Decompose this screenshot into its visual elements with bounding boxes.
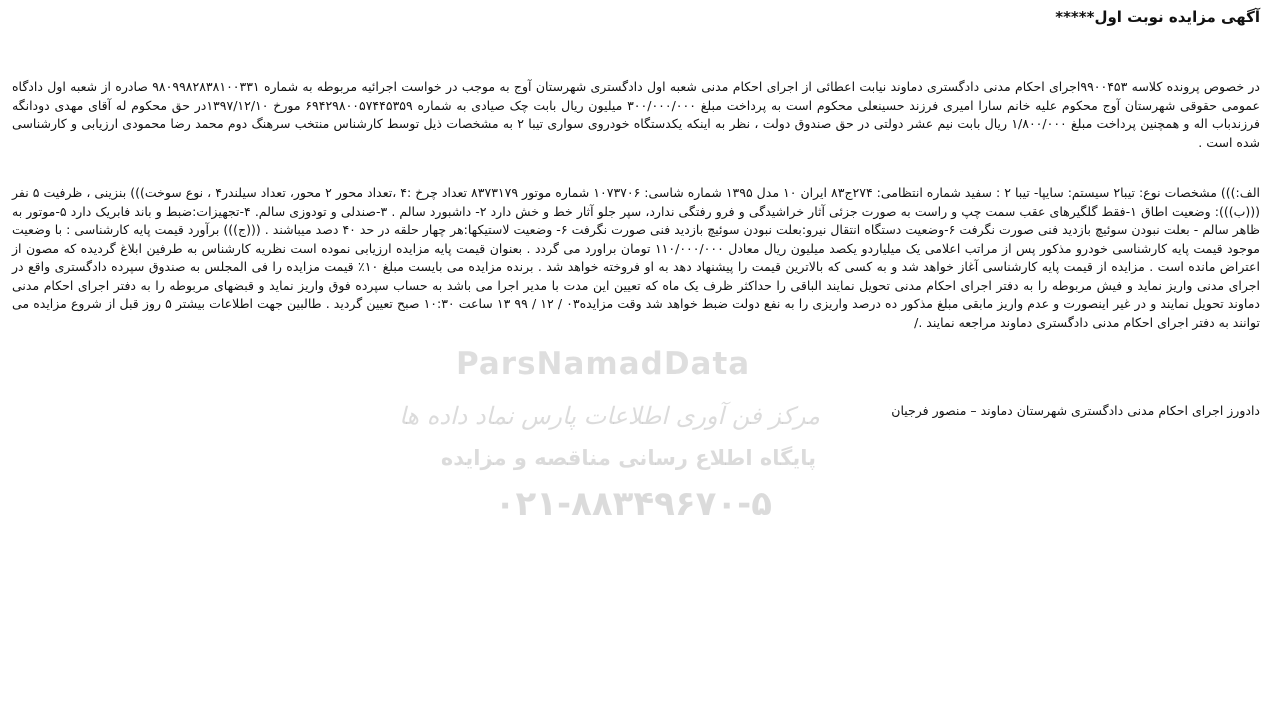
notice-signature: دادورز اجرای احکام مدنی دادگستری شهرستان دماوند – منصور فرجیان: [891, 403, 1260, 418]
watermark-portal-name: پایگاه اطلاع رسانی مناقصه و مزایده: [440, 446, 816, 470]
watermark-phone: ۰۲۱-۸۸۳۴۹۶۷۰-۵: [494, 484, 772, 524]
watermark-brand: ParsNamadData: [456, 346, 751, 382]
notice-title: آگهی مزایده نوبت اول*****: [1055, 8, 1260, 26]
notice-paragraph-specs: الف:))) مشخصات نوع: تیبا۲ سیستم: سایپا- تیبا ۲ : سفید شماره انتظامی: ۲۷۴ج۸۳ ایران ۱۰ مدل ۱۳۹۵ شماره شاسی: ۱۰۷۳۷۰۶ شماره موتور ۸۳۷۳۱۷۹ تعداد چرخ :۴ ،تعداد محور ۲ محور، تعداد سیلندر۴ ، نوع سوخت))) بنزینی ، ظرفیت ۵ نفر (((ب))): وضعیت اطاق ۱-فقط گلگیرهای عقب سمت چپ و راست به صورت جزئی آثار خراشیدگی و فرو رفتگی ندارد، سپر جلو آثار خط و خش دارد ۲- داشبورد سالم . ۳-صندلی و تودوزی سالم. ۴-تجهیزات:ضبط و باند فابریک دارد ۵-موتور به ظاهر سالم - بعلت نبودن سوئیچ بازدید فنی صورت نگرفت ۶-وضعیت دستگاه انتقال نیرو:بعلت نبودن سوئیچ بازدید فنی صورت نگرفت ۶- وضعیت لاستیکها:هر چهار حلقه در حد ۴۰ دصد میباشند . (((ج))) برآورد قیمت پایه کارشناسی : با وضعیت موجود قیمت پایه کارشناسی خودرو مذکور پس از مراتب اعلامی یک میلیاردو یکصد میلیون ریال معادل ۱۱۰/۰۰۰/۰۰۰ تومان براورد می گردد . بعنوان قیمت پایه مزایده ارزیابی نموده است نظریه کارشناس به طرفین ابلاغ گردیده که مصون از اعتراض مانده است . مزایده از قیمت پایه کارشناسی آغاز خواهد شد و به کسی که بالاترین قیمت را پیشنهاد دهد به او فروخته خواهد شد . برنده مزایده می بایست مبلغ ۱۰٪ قیمت مزایده را فی المجلس به صندوق سپرده دادگستری واقع در اجرای مدنی واریز نماید و فیش مربوطه را به دفتر اجرای احکام مدنی تحویل نمایند الباقی را حداکثر ظرف یک ماه که تعیین این مدت با مدیر اجرا می باشد به حساب سپرده فوق واریز نماید و قبضهای مربوطه را به دفتر اجرای احکام مدنی دماوند تحویل نمایند و در غیر اینصورت و عدم واریز مابقی مبلغ مذکور ده درصد واریزی را به نفع دولت ضبط خواهد شد وقت مزایده۰۳ / ۱۲ / ۹۹ ۱۳ ساعت ۱۰:۳۰ صبح تعیین گردید . طالبین جهت اطلاعات بیشتر ۵ روز قبل از شروع مزایده می توانند به دفتر اجرای احکام مدنی دادگستری دماوند مراجعه نمایند ./: [12, 185, 1261, 330]
watermark-center-name: مرکز فن آوری اطلاعات پارس نماد داده ها: [399, 402, 820, 430]
notice-paragraph-case: در خصوص پرونده کلاسه ۹۹۰۰۴۵۳اجرای احکام مدنی دادگستری دماوند نیابت اعطائی از اجرای احکام مدنی شعبه اول دادگستری شهرستان آوج به موجب در خواست اجرائیه مربوطه به شماره ۹۸۰۹۹۸۲۸۳۸۱۰۰۳۳۱ صادره از شعبه اول دادگاه عمومی حقوقی شهرستان آوج محکوم علیه خانم سارا امیری فرزند حسینعلی محکوم است به پرداخت مبلغ ۳۰۰/۰۰۰/۰۰۰ میلیون ریال بابت چک صیادی به شماره ۶۹۴۲۹۸۰۰۵۷۴۴۵۳۵۹ مورخ ۱۳۹۷/۱۲/۱۰در حق محکوم له آقای مهدی دودانگه فرزندباب اله و همچنین پرداخت مبلغ ۱/۸۰۰/۰۰۰ ریال بابت نیم عشر دولتی در حق صندوق دولت ، نظر به اینکه یکدستگاه خودروی سواری تیبا ۲ به مشخصات ذیل توسط کارشناس منتخب سرهنگ دوم محمد رضا محمودی ارزیابی و کارشناسی شده است .: [12, 79, 1260, 150]
